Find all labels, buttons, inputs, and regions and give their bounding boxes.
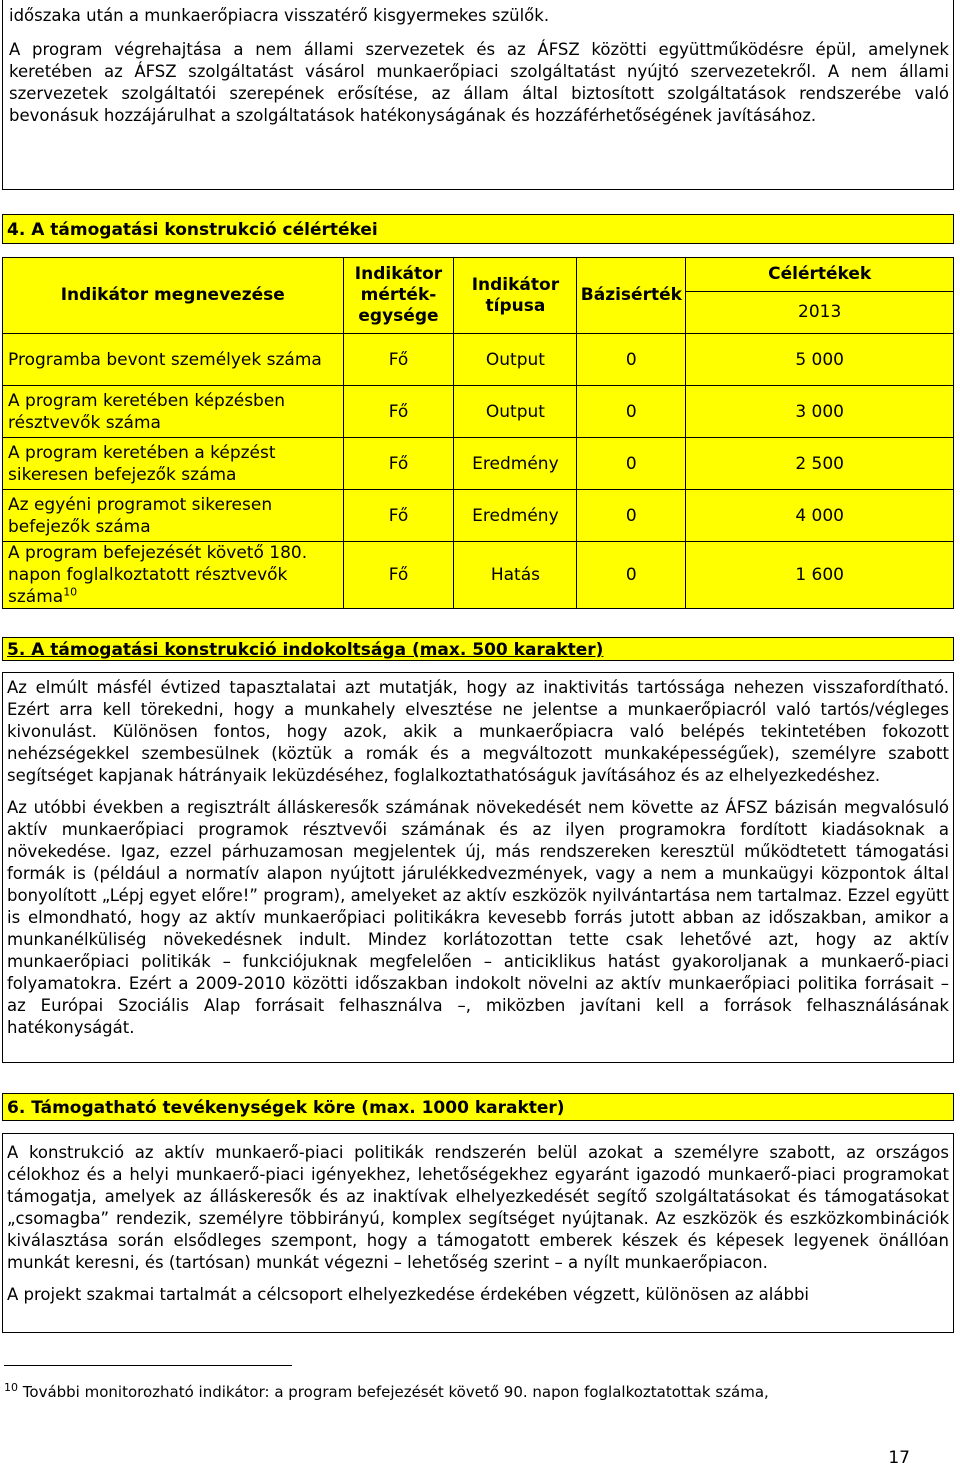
footnote-ref[interactable]: 10 [63,585,78,599]
table-row [3,490,954,542]
footnote-divider [4,1365,292,1366]
indicator-name: Az egyéni programot sikeresen befejezők száma [3,490,344,542]
indicator-type: Output [454,386,577,438]
table-row [3,438,954,490]
intro-paragraph-1: időszaka után a munkaerőpiacra visszatérő kisgyermekes szülők. [9,6,550,25]
indicator-type: Hatás [454,542,577,609]
indicator-type: Eredmény [454,490,577,542]
indicator-unit: Fő [343,334,454,386]
section-4-heading: 4. A támogatási konstrukció célértékei [2,214,954,244]
indicator-unit: Fő [343,490,454,542]
table-row [3,386,954,438]
header-base-value: Bázisérték [577,258,686,334]
table-row [3,542,954,609]
intro-box [2,0,954,190]
section-6-paragraph-2: A projekt szakmai tartalmát a célcsoport elhelyezkedése érdekében végzett, különösen az alábbi [7,1285,810,1304]
indicator-unit: Fő [343,386,454,438]
header-target-year: 2013 [686,292,954,334]
indicator-type: Eredmény [454,438,577,490]
indicator-target: 5 000 [686,334,954,386]
indicator-unit: Fő [343,542,454,609]
indicator-name-cell [3,542,344,609]
section-5-paragraph-2: Az utóbbi években a regisztrált álláskeresők számának növekedését nem követte az ÁFSZ bázisán megvalósuló aktív munkaerőpiaci programok résztvevői számának és az ilyen programokra fordított kiadásoknak a növekedése. Igaz, ezzel párhuzamosan megjelentek új, más rendszereken keresztül működtetett támogatási formák is (például a normatív alapon nyújtott járulékkedvezmények, vagy a nem a munkaügyi központok által bonyolított „Lépj egyet előre!” program), amelyeket az aktív eszközök nyilvántartása nem tartalmaz. Ezzel együtt is elmondható, hogy az aktív munkaerőpiaci politikákra kevesebb forrás jutott abban az időszakban, amikor a munkanélküliség növekedésnek indult. Mindez korlátozottan tette csak lehetővé azt, hogy az aktív munkaerőpiaci politikák – funkciójuknak megfelelően – anticiklikus hatást gyakoroljanak a munkaerő-piaci folyamatokra. Ezért a 2009-2010 közötti időszakban indokolt növelni az aktív munkaerőpiaci politika forrásait – az Európai Szociális Alap forrásait felhasználva –, miközben javítani kell a források felhasználásának hatékonyságát. [7,798,949,1037]
intro-paragraph-2: A program végrehajtása a nem állami szervezetek és az ÁFSZ közötti együttműködésre épül, amelynek keretében az ÁFSZ szolgáltatást vásárol munkaerőpiaci szolgáltatást nyújtó szervezetekről. A nem állami szervezetek szolgáltatói szerepének erősítése, az állam által biztosított szolgáltatások rendszerébe való bevonásuk hozzájárulhat a szolgáltatások hatékonyságának és hozzáférhetőségének javításához. [9,40,949,125]
indicator-target: 2 500 [686,438,954,490]
indicator-name: Programba bevont személyek száma [3,334,344,386]
section-5-paragraph-1: Az elmúlt másfél évtized tapasztalatai azt mutatják, hogy az inaktivitás tartóssága nehezen visszafordítható. Ezért arra kell törekedni, hogy a munkahely elvesztése ne jelentse a munkaerőpiacról való tartós/végleges kivonulást. Különösen fontos, hogy azok, akik a munkaerőpiacra való belépés tekintetében fokozott nehézségekkel szembesülnek (köztük a romák és a megváltozott munkaképességűek), személyre szabott segítséget kapjanak hátrányaik leküzdéséhez, foglalkoztathatóságuk javításához és az elhelyezkedéshez. [7,678,949,785]
header-target-values: Célértékek [686,258,954,292]
page-number: 17 [888,1448,910,1468]
header-indicator-type: Indikátor típusa [454,258,577,334]
indicator-type: Output [454,334,577,386]
section-6-heading: 6. Támogatható tevékenységek köre (max. 1000 karakter) [2,1093,954,1121]
section-6-box [2,1133,954,1333]
table-row [3,334,954,386]
footnote-number: 10 [4,1381,18,1394]
footnote [4,1378,769,1402]
header-indicator-unit: Indikátor mérték-egysége [343,258,454,334]
indicator-target: 3 000 [686,386,954,438]
indicator-base: 0 [577,386,686,438]
indicator-base: 0 [577,490,686,542]
section-6-paragraph-1: A konstrukció az aktív munkaerő-piaci politikák rendszerén belül azokat a személyre szabott, az országos célokhoz és a helyi munkaerő-piaci igényekhez, lehetőségekhez egyaránt igazodó munkaerő-piaci programokat támogatja, amelyek az álláskeresők és az inaktívak elhelyezkedését segítő szolgáltatásokat és támogatásokat „csomagba” rendezik, személyre többirányú, komplex segítséget nyújtanak. Az eszközök és eszközkombinációk kiválasztása során elsődleges szempont, hogy a támogatott emberek készek és képesek legyenek önállóan munkát keresni, és (tartósan) munkát végezni – lehetőség szerint – a nyílt munkaerőpiacon. [7,1143,949,1272]
indicator-name: A program keretében képzésben résztvevők száma [3,386,344,438]
indicator-name: A program befejezését követő 180. napon foglalkoztatott résztvevők száma [8,543,308,607]
indicator-base: 0 [577,334,686,386]
section-5-heading: 5. A támogatási konstrukció indokoltsága (max. 500 karakter) [2,637,954,661]
footnote-text: További monitorozható indikátor: a program befejezését követő 90. napon foglalkoztatottak száma, [22,1383,769,1401]
indicator-name: A program keretében a képzést sikeresen befejezők száma [3,438,344,490]
header-indicator-name: Indikátor megnevezése [3,258,344,334]
indicator-target: 4 000 [686,490,954,542]
indicator-table [2,257,954,609]
indicator-unit: Fő [343,438,454,490]
indicator-base: 0 [577,438,686,490]
indicator-target: 1 600 [686,542,954,609]
section-5-box [2,672,954,1063]
indicator-base: 0 [577,542,686,609]
